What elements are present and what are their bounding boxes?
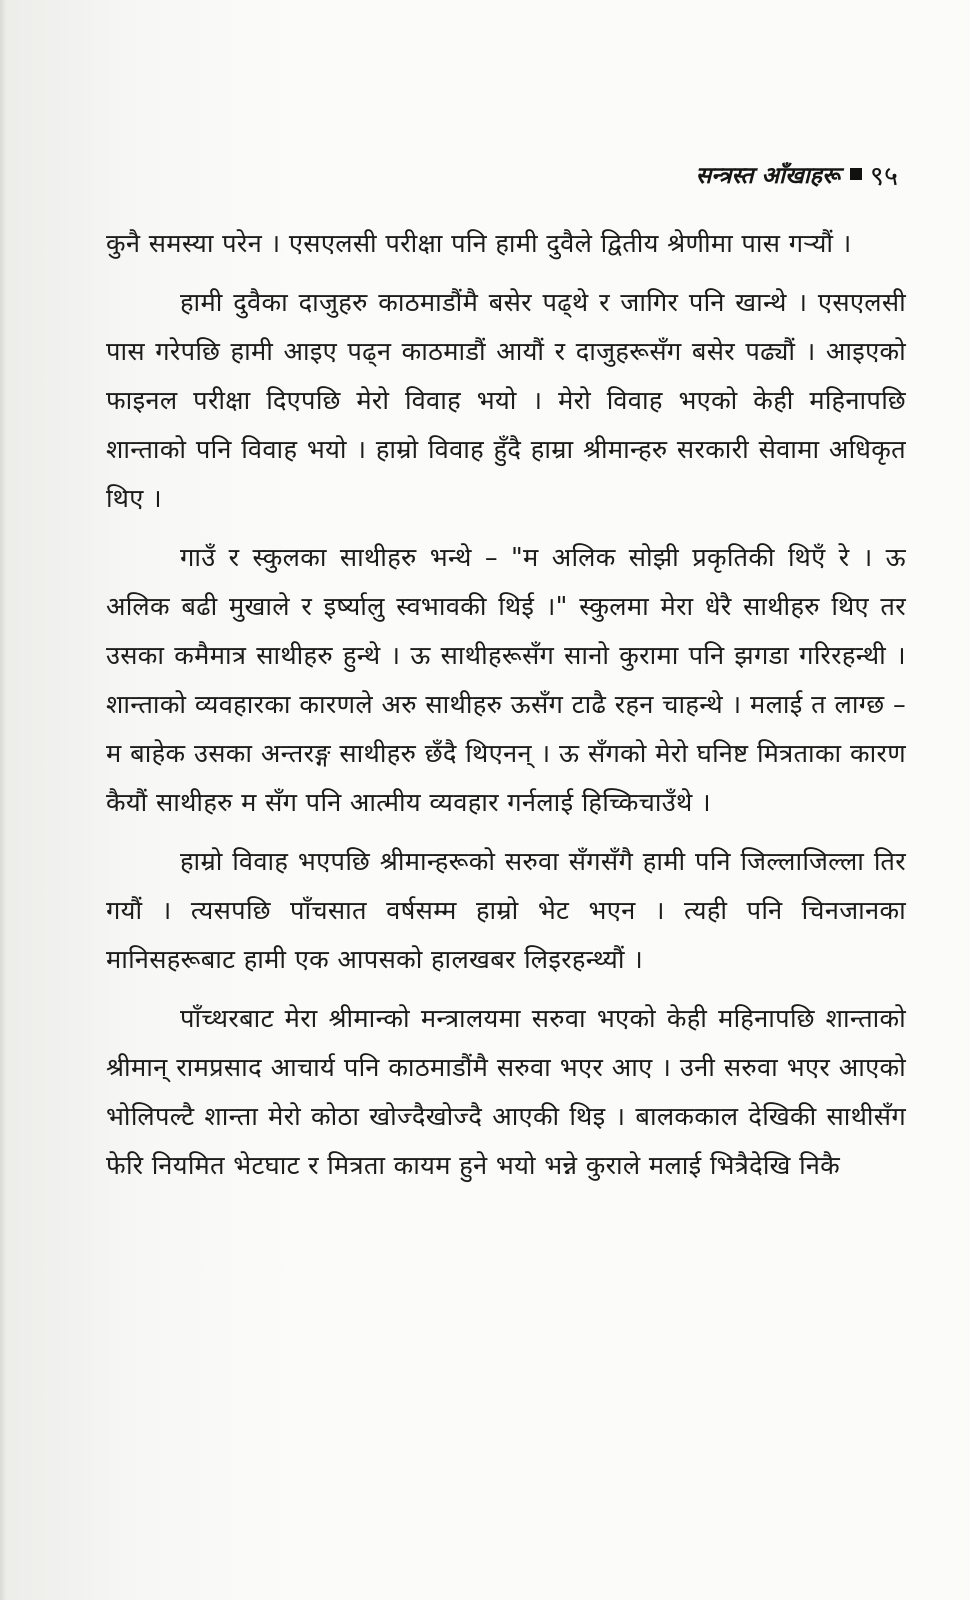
book-title: सन्त्रस्त आँखाहरू: [695, 163, 840, 189]
scan-shadow-edge: [0, 0, 6, 1600]
paragraph-1: कुनै समस्या परेन । एसएलसी परीक्षा पनि हामी दुवैले द्वितीय श्रेणीमा पास गऱ्यौं ।: [106, 229, 852, 259]
header-square-bullet: [850, 168, 862, 180]
running-header: [696, 154, 898, 194]
paragraph-3: गाउँ र स्कुलका साथीहरु भन्थे – "म अलिक सोझी प्रकृतिकी थिएँ रे । ऊ अलिक बढी मुखाले र इर्ष्यालु स्वभावकी थिई ।" स्कुलमा मेरा धेरै साथीहरु थिए तर उसका कमैमात्र साथीहरु हुन्थे । ऊ साथीहरूसँग सानो कुरामा पनि झगडा गरिरहन्थी । शान्ताको व्यवहारका कारणले अरु साथीहरु ऊसँग टाढै रहन चाहन्थे । मलाई त लाग्छ – म बाहेक उसका अन्तरङ्ग साथीहरु छँदै थिएनन् । ऊ सँगको मेरो घनिष्ट मित्रताका कारण कैयौं साथीहरु म सँग पनि आत्मीय व्यवहार गर्नलाई हिच्किचाउँथे ।: [106, 543, 906, 818]
paragraph-2: हामी दुवैका दाजुहरु काठमाडौंमै बसेर पढ्थे र जागिर पनि खान्थे । एसएलसी पास गरेपछि हामी आइए पढ्न काठमाडौं आयौं र दाजुहरूसँग बसेर पढ्यौं । आइएको फाइनल परीक्षा दिएपछि मेरो विवाह भयो । मेरो विवाह भएको केही महिनापछि शान्ताको पनि विवाह भयो । हाम्रो विवाह हुँदै हाम्रा श्रीमान्हरु सरकारी सेवामा अधिकृत थिए ।: [106, 288, 906, 514]
page-number: ९५: [869, 160, 898, 192]
paragraph-5: पाँच्थरबाट मेरा श्रीमान्को मन्त्रालयमा सरुवा भएको केही महिनापछि शान्ताको श्रीमान् रामप्रसाद आचार्य पनि काठमाडौंमै सरुवा भएर आए । उनी सरुवा भएर आएको भोलिपल्टै शान्ता मेरो कोठा खोज्दैखोज्दै आएकी थिइ । बालककाल देखिकी साथीसँग फेरि नियमित भेटघाट र मित्रता कायम हुने भयो भन्ने कुराले मलाई भित्रैदेखि निकै: [106, 1004, 906, 1181]
body-text: [106, 220, 906, 1191]
paragraph-4: हाम्रो विवाह भएपछि श्रीमान्हरूको सरुवा सँगसँगै हामी पनि जिल्लाजिल्ला तिर गयौं । त्यसपछि पाँचसात वर्षसम्म हाम्रो भेट भएन । त्यही पनि चिनजानका मानिसहरूबाट हामी एक आपसको हालखबर लिइरहन्थ्यौं ।: [106, 847, 906, 975]
